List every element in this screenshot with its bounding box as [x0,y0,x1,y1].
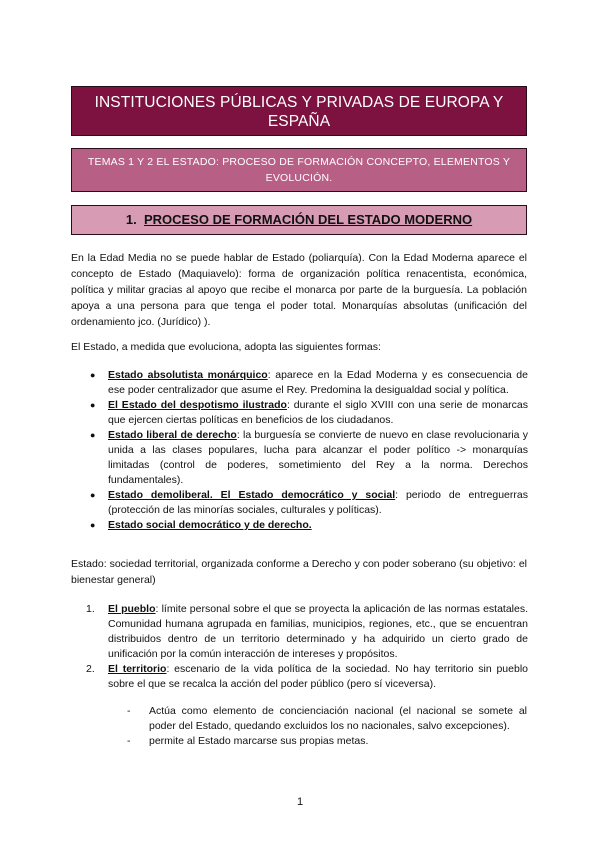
list-item-term: Estado absolutista monárquico [108,369,268,381]
list-item-number: 1. [86,603,95,615]
list-item-term: Estado liberal de derecho [108,429,237,441]
document-subtitle [71,148,527,192]
list-item-term: El pueblo [108,603,156,615]
list-item [86,398,528,428]
document-subtitle-text: TEMAS 1 Y 2 EL ESTADO: PROCESO DE FORMACIÓN CONCEPTO, ELEMENTOS Y EVOLUCIÓN. [87,156,511,184]
list-item-number: 2. [86,663,95,675]
list-item [86,518,528,533]
list-item-dash: - [127,735,131,747]
list-item [86,662,528,692]
bullet-icon: ● [90,400,96,410]
list-item [86,428,528,488]
section-title: PROCESO DE FORMACIÓN DEL ESTADO MODERNO [143,212,473,227]
list-item-term: El Estado del despotismo ilustrado [108,399,287,411]
forms-intro-paragraph: El Estado, a medida que evoluciona, adopta las siguientes formas: [71,341,381,353]
page-number: 1 [296,796,304,808]
list-item-text: : escenario de la vida política de la sociedad. No hay territorio sin pueblo sobre el que se recalca la acción del poder público (pero sí viceversa). [108,663,528,690]
list-item-text: Actúa como elemento de concienciación nacional (el nacional se somete al poder del Estado, quedando excluidos los no nacionales, salvo excepciones). [149,705,527,732]
territory-points-list [127,704,527,749]
list-item [86,488,528,518]
section-number: 1. [125,212,137,227]
intro-paragraph: En la Edad Media no se puede hablar de Estado (poliarquía). Con la Edad Moderna aparece el concepto de Estado (Maquiavelo): forma de organización política renacentista, económica, política y militar gracias al apoyo que recibe el monarca por parte de la burguesía. La población apoya a una persona para que tenga el poder total. Monarquías absolutas (unificación del ordenamiento jco. (Jurídico) ). [71,252,527,328]
state-definition-paragraph: Estado: sociedad territorial, organizada conforme a Derecho y con poder soberano (su objetivo: el bienestar general) [71,558,527,586]
document-title-text: INSTITUCIONES PÚBLICAS Y PRIVADAS DE EUROPA Y ESPAÑA [94,94,504,130]
list-item-text: : límite personal sobre el que se proyecta la aplicación de las normas estatales. Comunidad humana agrupada en familias, municipios, regiones, etc., que se encuentran distribuidos dentro de un territorio determinado y ha adquirido un cierto grado de unificación por la común interacción de intereses y propósitos. [108,603,529,660]
bullet-icon: ● [90,370,96,380]
bullet-icon: ● [90,490,96,500]
list-item-term: El territorio [108,663,167,675]
list-item [127,734,527,749]
list-item-term: Estado social democrático y de derecho. [108,519,312,531]
document-title [71,86,527,136]
list-item-text: : durante el siglo XVIII con una serie de monarcas que ejercen ciertas políticas en beneficios de los ciudadanos. [108,399,528,426]
state-elements-list [86,602,528,692]
list-item-text: permite al Estado marcarse sus propias metas. [149,735,369,747]
list-item [86,368,528,398]
list-item-text: : aparece en la Edad Moderna y es consecuencia de ese poder centralizador que asume el Rey. Predomina la desigualdad social y política. [108,369,528,396]
list-item-text: : la burguesía se convierte de nuevo en clase revolucionaria y unida a las clases populares, lucha para alcanzar el poder político -> monarquías limitadas (control de poderes, sometimiento del Rey a la norma. Derechos fundamentales). [108,429,528,486]
bullet-icon: ● [90,430,96,440]
list-item [127,704,527,734]
section-heading [71,205,527,235]
list-item-text: : periodo de entreguerras (protección de las minorías sociales, culturales y políticas). [108,489,528,516]
list-item-term: Estado demoliberal. El Estado democrático y social [108,489,396,501]
list-item-dash: - [127,705,131,717]
state-forms-list [86,368,528,533]
list-item [86,602,528,662]
bullet-icon: ● [90,520,96,530]
